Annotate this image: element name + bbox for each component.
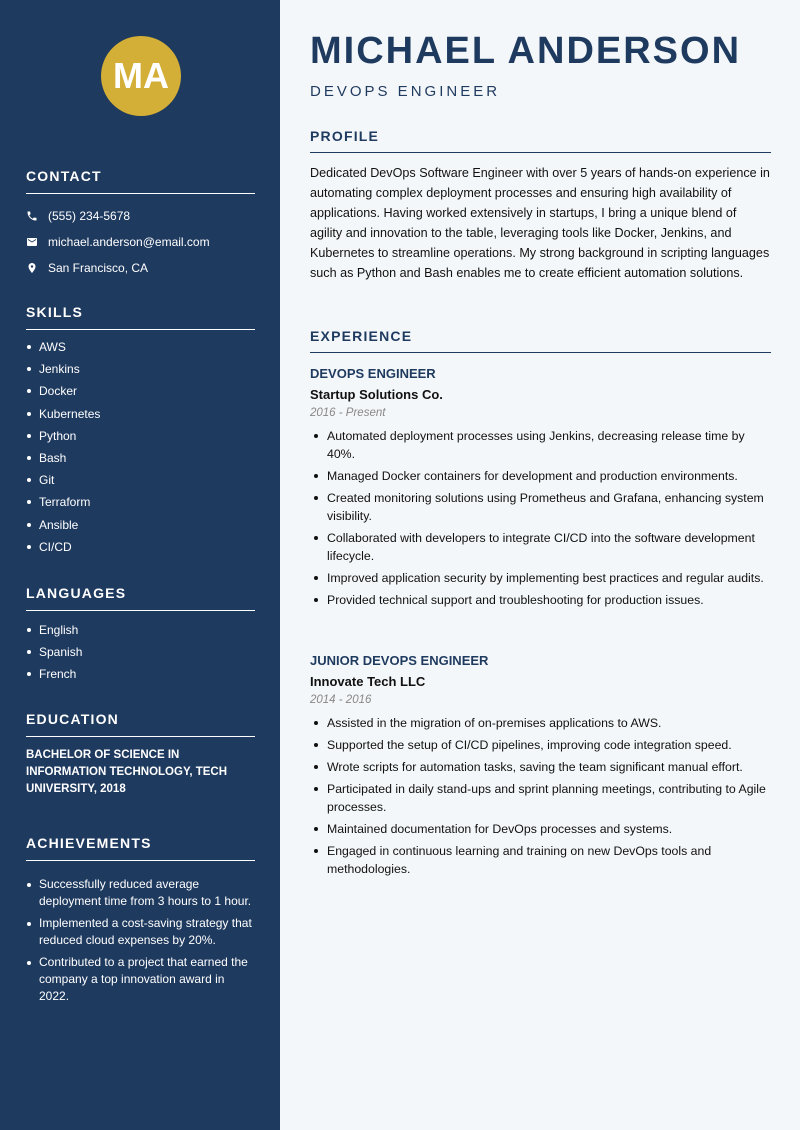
job-bullet: Provided technical support and troubleshooting for production issues. (310, 591, 771, 609)
contact-section (26, 168, 255, 281)
job-bullet: Collaborated with developers to integrate CI/CD into the software development lifecycle. (310, 529, 771, 565)
languages-heading: LANGUAGES (26, 585, 255, 611)
skills-section (26, 304, 255, 558)
phone-icon (26, 210, 48, 222)
job-entry (310, 653, 771, 882)
location-icon (26, 262, 48, 274)
achievement-item: Contributed to a project that earned the company a top innovation award in 2022. (26, 954, 255, 1005)
job-company: Innovate Tech LLC (310, 674, 426, 689)
skill-item: Docker (26, 380, 255, 402)
language-item: French (26, 663, 255, 685)
profile-section (310, 128, 771, 283)
education-section (26, 711, 255, 798)
contact-email[interactable] (26, 229, 255, 255)
job-bullet: Automated deployment processes using Jenkins, decreasing release time by 40%. (310, 427, 771, 463)
job-bullet: Managed Docker containers for development and production environments. (310, 467, 771, 485)
experience-heading: EXPERIENCE (310, 328, 771, 353)
job-bullet: Created monitoring solutions using Prometheus and Grafana, enhancing system visibility. (310, 489, 771, 525)
job-bullet: Maintained documentation for DevOps processes and systems. (310, 820, 771, 838)
job-title: JUNIOR DEVOPS ENGINEER (310, 653, 489, 668)
job-dates: 2016 - Present (310, 407, 386, 419)
contact-location (26, 255, 255, 281)
job-bullet: Engaged in continuous learning and training on new DevOps tools and methodologies. (310, 842, 771, 878)
achievement-item: Successfully reduced average deployment time from 3 hours to 1 hour. (26, 876, 255, 910)
skill-item: Bash (26, 447, 255, 469)
job-dates: 2014 - 2016 (310, 694, 372, 706)
job-bullet: Improved application security by implementing best practices and regular audits. (310, 569, 771, 587)
job-company: Startup Solutions Co. (310, 387, 443, 402)
job-bullet: Wrote scripts for automation tasks, saving the team significant manual effort. (310, 758, 771, 776)
skill-item: Git (26, 469, 255, 491)
job-title: DEVOPS ENGINEER (310, 366, 436, 381)
education-degree: BACHELOR OF SCIENCE IN INFORMATION TECHNOLOGY, TECH UNIVERSITY, 2018 (26, 749, 228, 795)
skill-item: Jenkins (26, 358, 255, 380)
language-item: English (26, 619, 255, 641)
job-bullet: Assisted in the migration of on-premises applications to AWS. (310, 714, 771, 732)
skill-item: Ansible (26, 514, 255, 536)
job-entry (310, 366, 771, 613)
job-bullet: Supported the setup of CI/CD pipelines, improving code integration speed. (310, 736, 771, 754)
contact-location-text: San Francisco, CA (48, 261, 149, 275)
achievements-section (26, 835, 255, 1010)
candidate-title: DEVOPS ENGINEER (310, 83, 501, 100)
contact-phone[interactable] (26, 203, 255, 229)
education-heading: EDUCATION (26, 711, 255, 737)
language-item: Spanish (26, 641, 255, 663)
languages-section (26, 585, 255, 686)
email-icon (26, 236, 48, 248)
experience-section (310, 328, 771, 353)
contact-phone-text: (555) 234-5678 (48, 209, 131, 223)
skill-item: Kubernetes (26, 403, 255, 425)
achievement-item: Implemented a cost-saving strategy that reduced cloud expenses by 20%. (26, 915, 255, 949)
contact-heading: CONTACT (26, 168, 255, 194)
job-bullet: Participated in daily stand-ups and sprint planning meetings, contributing to Agile processes. (310, 780, 771, 816)
skill-item: AWS (26, 336, 255, 358)
skill-item: Terraform (26, 491, 255, 513)
skill-item: CI/CD (26, 536, 255, 558)
avatar: MA (101, 36, 181, 116)
sidebar (0, 0, 280, 1130)
skill-item: Python (26, 425, 255, 447)
profile-text: Dedicated DevOps Software Engineer with over 5 years of hands-on experience in automating complex deployment processes and ensuring high availability of applications. Having worked extensively in startups, I bring a unique blend of agility and innovation to the table, leveraging tools like Docker, Jenkins, and Kubernetes to streamline operations. My strong background in scripting languages such as Python and Bash enables me to create efficient automation solutions. (310, 166, 770, 280)
achievements-heading: ACHIEVEMENTS (26, 835, 255, 861)
contact-email-text: michael.anderson@email.com (48, 235, 210, 249)
profile-heading: PROFILE (310, 128, 771, 153)
skills-heading: SKILLS (26, 304, 255, 330)
candidate-name: MICHAEL ANDERSON (310, 30, 742, 72)
